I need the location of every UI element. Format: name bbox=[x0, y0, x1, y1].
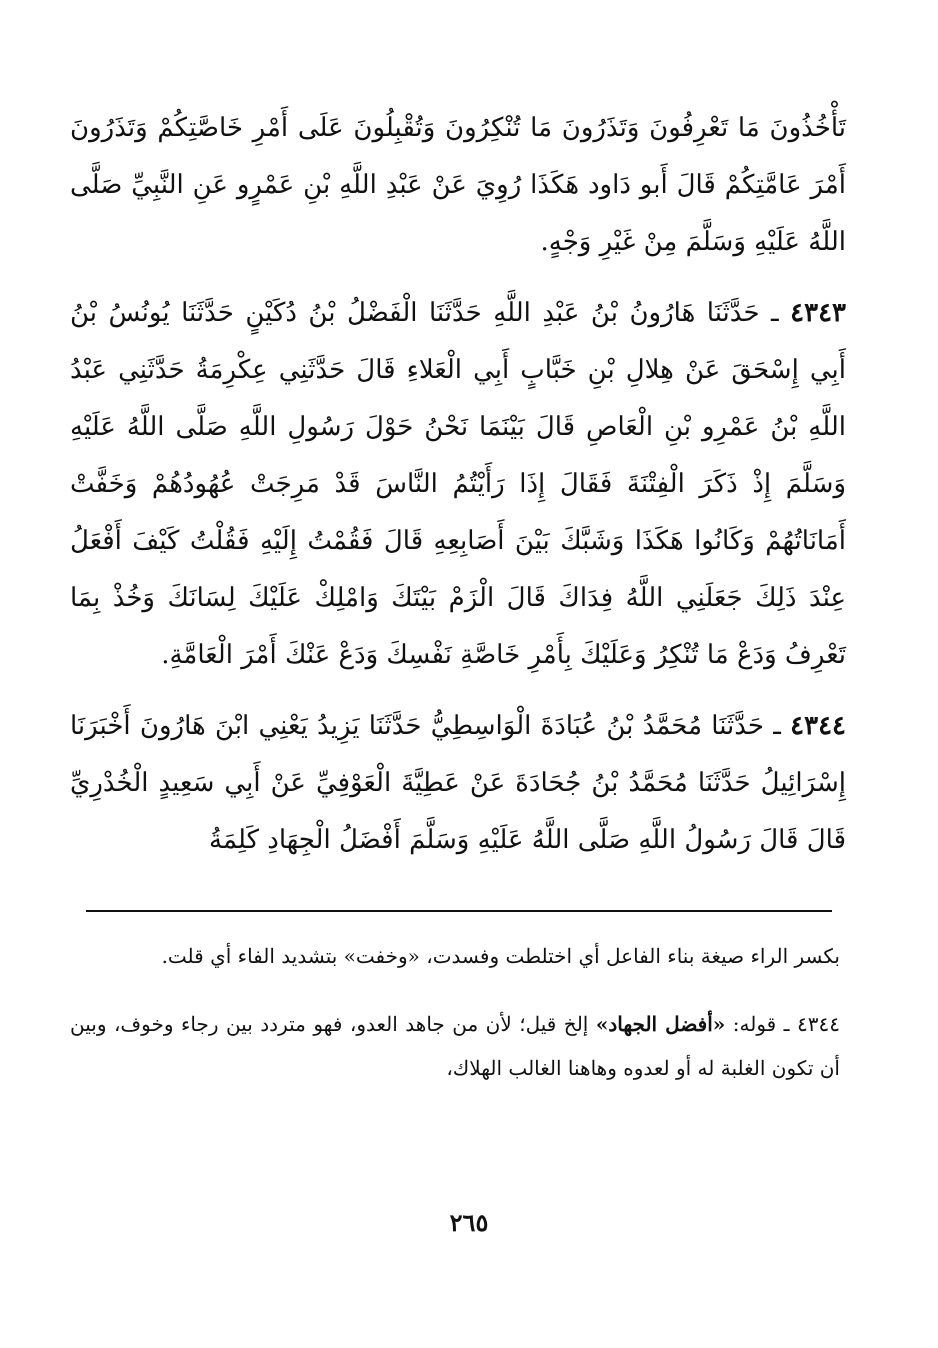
main-text-block bbox=[70, 100, 846, 869]
footnote-1 bbox=[70, 934, 840, 978]
footnote-prefix: ـ قوله: bbox=[725, 1012, 798, 1036]
hadith-number: ٤٣٤٤ bbox=[790, 711, 846, 741]
hadith-text: ـ حَدَّثَنَا هَارُونُ بْنُ عَبْدِ اللَّهِ حَدَّثَنَا الْفَضْلُ بْنُ دُكَيْنٍ حَدَّثَنَا يُونُسُ بْنُ أَبِي إِسْحَقَ عَنْ هِلالِ بْنِ خَبَّابٍ أَبِي الْعَلاءِ قَالَ حَدَّثَنِي عِكْرِمَةُ حَدَّثَنِي عَبْدُ اللَّهِ بْنُ عَمْرِو بْنِ الْعَاصِ قَالَ بَيْنَمَا نَحْنُ حَوْلَ رَسُولِ اللَّهِ صَلَّى اللَّهُ عَلَيْهِ وَسَلَّمَ إِذْ ذَكَرَ الْفِتْنَةَ فَقَالَ إِذَا رَأَيْتُمُ النَّاسَ قَدْ مَرِجَتْ عُهُودُهُمْ وَخَفَّتْ أَمَانَاتُهُمْ وَكَانُوا هَكَذَا وَشَبَّكَ بَيْنَ أَصَابِعِهِ قَالَ فَقُمْتُ إِلَيْهِ فَقُلْتُ كَيْفَ أَفْعَلُ عِنْدَ ذَلِكَ جَعَلَنِي اللَّهُ فِدَاكَ قَالَ الْزَمْ بَيْتَكَ وَامْلِكْ عَلَيْكَ لِسَانَكَ وَخُذْ بِمَا تَعْرِفُ وَدَعْ مَا تُنْكِرُ وَعَلَيْكَ بِأَمْرِ خَاصَّةِ نَفْسِكَ وَدَعْ عَنْكَ أَمْرَ الْعَامَّةِ. bbox=[70, 298, 846, 670]
footnote-2 bbox=[70, 1002, 840, 1090]
footnote-divider bbox=[86, 910, 832, 912]
page-number: ٢٦٥ bbox=[449, 1208, 489, 1237]
hadith-number: ٤٣٤٣ bbox=[790, 298, 847, 328]
footnote-label: «أفضل الجهاد» bbox=[595, 1012, 726, 1036]
footnote-text: إلخ قيل؛ لأن من جاهد العدو، فهو متردد بين رجاء وخوف، وبين أن تكون الغلبة له أو لعدوه وهاهنا الغالب الهلاك، bbox=[70, 1012, 840, 1080]
paragraph-text: تَأْخُذُونَ مَا تَعْرِفُونَ وَتَذَرُونَ مَا تُنْكِرُونَ وَتُقْبِلُونَ عَلَى أَمْرِ خَاصَّتِكُمْ وَتَذَرُونَ أَمْرَ عَامَّتِكُمْ قَالَ أَبو دَاود هَكَذَا رُوِيَ عَنْ عَبْدِ اللَّهِ بْنِ عَمْرٍو عَنِ النَّبِيِّ صَلَّى اللَّهُ عَلَيْهِ وَسَلَّمَ مِنْ غَيْرِ وَجْهٍ. bbox=[70, 113, 846, 257]
footnote-text: بكسر الراء صيغة بناء الفاعل أي اختلطت وفسدت، «وخفت» بتشديد الفاء أي قلت. bbox=[161, 944, 840, 968]
footnotes-block bbox=[70, 934, 840, 1090]
hadith-4344 bbox=[70, 698, 846, 869]
paragraph-continuation bbox=[70, 100, 846, 271]
footnote-number: ٤٣٤٤ bbox=[797, 1012, 840, 1036]
hadith-4343 bbox=[70, 285, 846, 684]
hadith-text: ـ حَدَّثَنَا مُحَمَّدُ بْنُ عُبَادَةَ الْوَاسِطِيُّ حَدَّثَنَا يَزِيدُ يَعْنِي ابْنَ هَارُونَ أَخْبَرَنَا إِسْرَائِيلُ حَدَّثَنَا مُحَمَّدُ بْنُ جُحَادَةَ عَنْ عَطِيَّةَ الْعَوْفِيِّ عَنْ أَبِي سَعِيدٍ الْخُدْرِيِّ قَالَ قَالَ رَسُولُ اللَّهِ صَلَّى اللَّهُ عَلَيْهِ وَسَلَّمَ أَفْضَلُ الْجِهَادِ كَلِمَةُ bbox=[70, 711, 846, 855]
